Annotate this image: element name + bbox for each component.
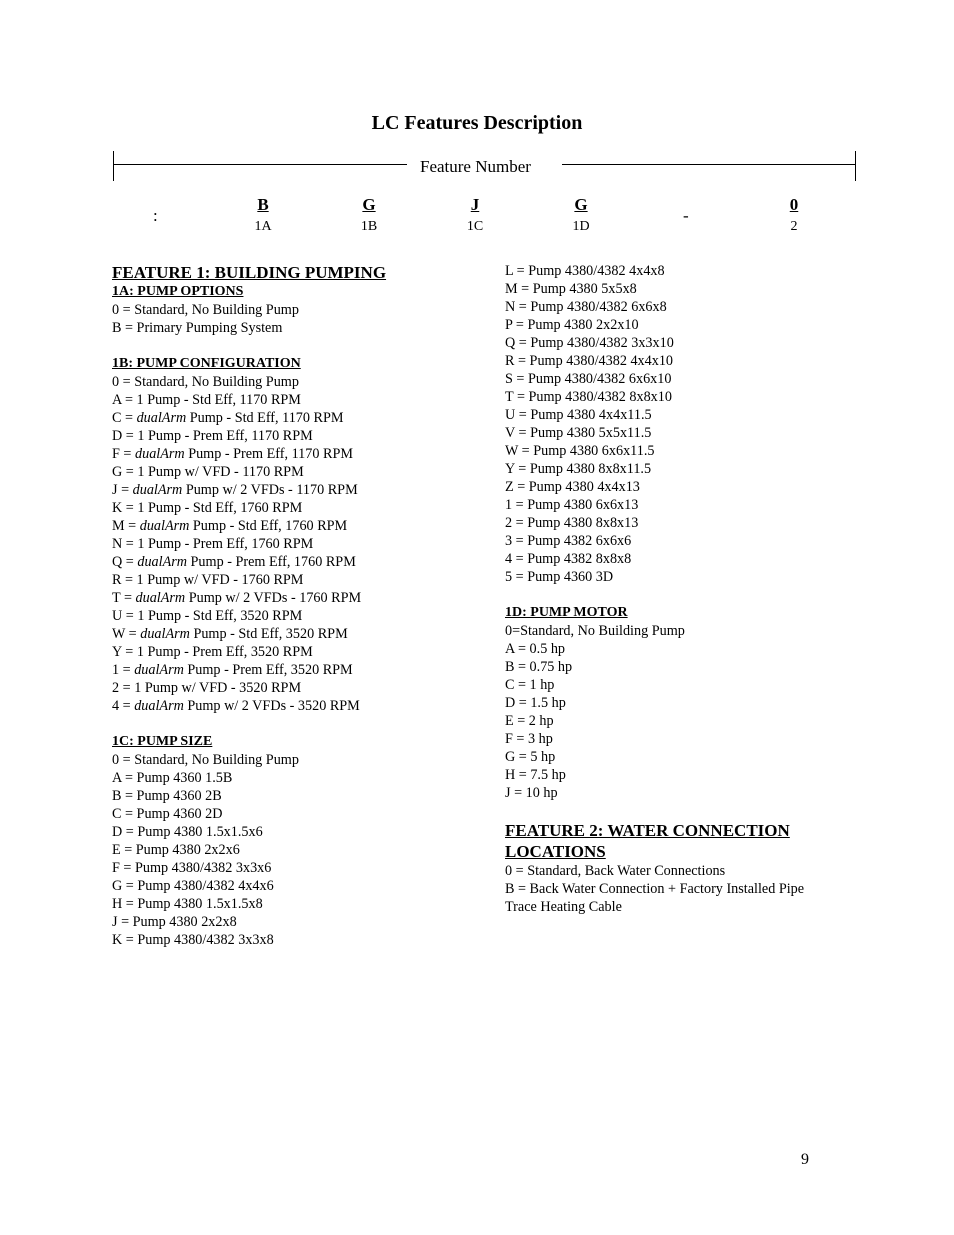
code-sub-1d: 1D — [572, 219, 590, 234]
list-item: E = Pump 4380 2x2x6 — [112, 842, 240, 858]
list-item: Trace Heating Cable — [505, 899, 622, 915]
feature2-list — [505, 862, 885, 916]
list-item: N = Pump 4380/4382 6x6x8 — [505, 299, 667, 315]
page-title: LC Features Description — [371, 112, 583, 134]
list-item: 4 = Pump 4382 8x8x8 — [505, 551, 632, 567]
feature2-heading-line2: LOCATIONS — [505, 842, 606, 861]
section-1a-heading: 1A: PUMP OPTIONS — [112, 284, 244, 299]
list-item: B = Pump 4360 2B — [112, 788, 222, 804]
code-dash: - — [683, 206, 689, 225]
left-column — [112, 262, 482, 949]
list-item: V = Pump 4380 5x5x11.5 — [505, 425, 652, 441]
list-item: T = dualArm Pump w/ 2 VFDs - 1760 RPM — [112, 590, 362, 606]
feature2-heading-line1: FEATURE 2: WATER CONNECTION — [505, 821, 790, 840]
list-item: 2 = 1 Pump w/ VFD - 3520 RPM — [112, 680, 302, 696]
feature1-heading: FEATURE 1: BUILDING PUMPING — [112, 263, 387, 282]
list-item: J = Pump 4380 2x2x8 — [112, 914, 237, 930]
list-item: K = 1 Pump - Std Eff, 1760 RPM — [112, 500, 303, 516]
feature-number-label: Feature Number — [420, 157, 531, 176]
code-sub-1b: 1B — [360, 219, 378, 234]
list-item: 0 = Standard, No Building Pump — [112, 752, 299, 768]
list-item: B = 0.75 hp — [505, 659, 573, 675]
list-item: M = Pump 4380 5x5x8 — [505, 281, 637, 297]
list-item: Q = dualArm Pump - Prem Eff, 1760 RPM — [112, 554, 356, 570]
list-item: F = dualArm Pump - Prem Eff, 1170 RPM — [112, 446, 353, 462]
list-item: A = 0.5 hp — [505, 641, 566, 657]
list-item: W = Pump 4380 6x6x11.5 — [505, 443, 655, 459]
code-colon: : — [153, 206, 158, 225]
list-item: E = 2 hp — [505, 713, 554, 729]
list-item: 1 = Pump 4380 6x6x13 — [505, 497, 639, 513]
list-item: A = Pump 4360 1.5B — [112, 770, 233, 786]
code-sub-2: 2 — [790, 219, 798, 234]
section-1c-list-left — [112, 751, 482, 949]
list-item: D = Pump 4380 1.5x1.5x6 — [112, 824, 263, 840]
list-item: Y = 1 Pump - Prem Eff, 3520 RPM — [112, 644, 313, 660]
list-item: C = dualArm Pump - Std Eff, 1170 RPM — [112, 410, 344, 426]
list-item: U = Pump 4380 4x4x11.5 — [505, 407, 652, 423]
section-1b-heading: 1B: PUMP CONFIGURATION — [112, 356, 301, 371]
list-item: D = 1 Pump - Prem Eff, 1170 RPM — [112, 428, 313, 444]
bar-left-line — [113, 164, 407, 165]
section-1c-list-right — [505, 262, 885, 586]
list-item: Y = Pump 4380 8x8x11.5 — [505, 461, 652, 477]
list-item: H = Pump 4380 1.5x1.5x8 — [112, 896, 263, 912]
list-item: Q = Pump 4380/4382 3x3x10 — [505, 335, 674, 351]
list-item: U = 1 Pump - Std Eff, 3520 RPM — [112, 608, 303, 624]
page-number: 9 — [801, 1151, 809, 1168]
right-column — [505, 262, 885, 916]
list-item: B = Back Water Connection + Factory Installed Pipe — [505, 881, 805, 897]
section-1b-list — [112, 373, 482, 715]
list-item: H = 7.5 hp — [505, 767, 566, 783]
list-item: 2 = Pump 4380 8x8x13 — [505, 515, 639, 531]
section-1d-heading: 1D: PUMP MOTOR — [505, 605, 628, 620]
code-letter-1a: B — [257, 195, 269, 214]
bar-right-line — [562, 164, 856, 165]
code-letter-1d: G — [574, 195, 588, 214]
list-item: 0 = Standard, Back Water Connections — [505, 863, 726, 879]
code-letter-1b: G — [362, 195, 376, 214]
list-item: 0 = Standard, No Building Pump — [112, 374, 299, 390]
code-letter-1c: J — [470, 195, 480, 214]
section-1c-heading: 1C: PUMP SIZE — [112, 734, 213, 749]
list-item: G = Pump 4380/4382 4x4x6 — [112, 878, 274, 894]
bar-right-tick — [855, 151, 856, 181]
list-item: A = 1 Pump - Std Eff, 1170 RPM — [112, 392, 301, 408]
list-item: P = Pump 4380 2x2x10 — [505, 317, 639, 333]
list-item: W = dualArm Pump - Std Eff, 3520 RPM — [112, 626, 348, 642]
list-item: M = dualArm Pump - Std Eff, 1760 RPM — [112, 518, 348, 534]
list-item: C = 1 hp — [505, 677, 555, 693]
code-sub-1c: 1C — [466, 219, 484, 234]
list-item: K = Pump 4380/4382 3x3x8 — [112, 932, 274, 948]
list-item: 3 = Pump 4382 6x6x6 — [505, 533, 632, 549]
list-item: L = Pump 4380/4382 4x4x8 — [505, 263, 665, 279]
section-1a-list — [112, 301, 482, 337]
list-item: S = Pump 4380/4382 6x6x10 — [505, 371, 672, 387]
list-item: Z = Pump 4380 4x4x13 — [505, 479, 640, 495]
list-item: N = 1 Pump - Prem Eff, 1760 RPM — [112, 536, 314, 552]
list-item: J = dualArm Pump w/ 2 VFDs - 1170 RPM — [112, 482, 358, 498]
list-item: G = 1 Pump w/ VFD - 1170 RPM — [112, 464, 304, 480]
list-item: 1 = dualArm Pump - Prem Eff, 3520 RPM — [112, 662, 353, 678]
section-1d-list — [505, 622, 885, 802]
code-letter-2: 0 — [789, 195, 799, 214]
list-item: J = 10 hp — [505, 785, 558, 801]
list-item: 0=Standard, No Building Pump — [505, 623, 685, 639]
list-item: T = Pump 4380/4382 8x8x10 — [505, 389, 672, 405]
list-item: C = Pump 4360 2D — [112, 806, 223, 822]
list-item: F = 3 hp — [505, 731, 553, 747]
list-item: G = 5 hp — [505, 749, 556, 765]
list-item: 0 = Standard, No Building Pump — [112, 302, 299, 318]
code-sub-1a: 1A — [254, 219, 272, 234]
bar-left-tick — [113, 151, 114, 181]
list-item: B = Primary Pumping System — [112, 320, 283, 336]
list-item: F = Pump 4380/4382 3x3x6 — [112, 860, 272, 876]
list-item: 5 = Pump 4360 3D — [505, 569, 614, 585]
list-item: R = Pump 4380/4382 4x4x10 — [505, 353, 674, 369]
list-item: D = 1.5 hp — [505, 695, 566, 711]
list-item: 4 = dualArm Pump w/ 2 VFDs - 3520 RPM — [112, 698, 360, 714]
list-item: R = 1 Pump w/ VFD - 1760 RPM — [112, 572, 304, 588]
